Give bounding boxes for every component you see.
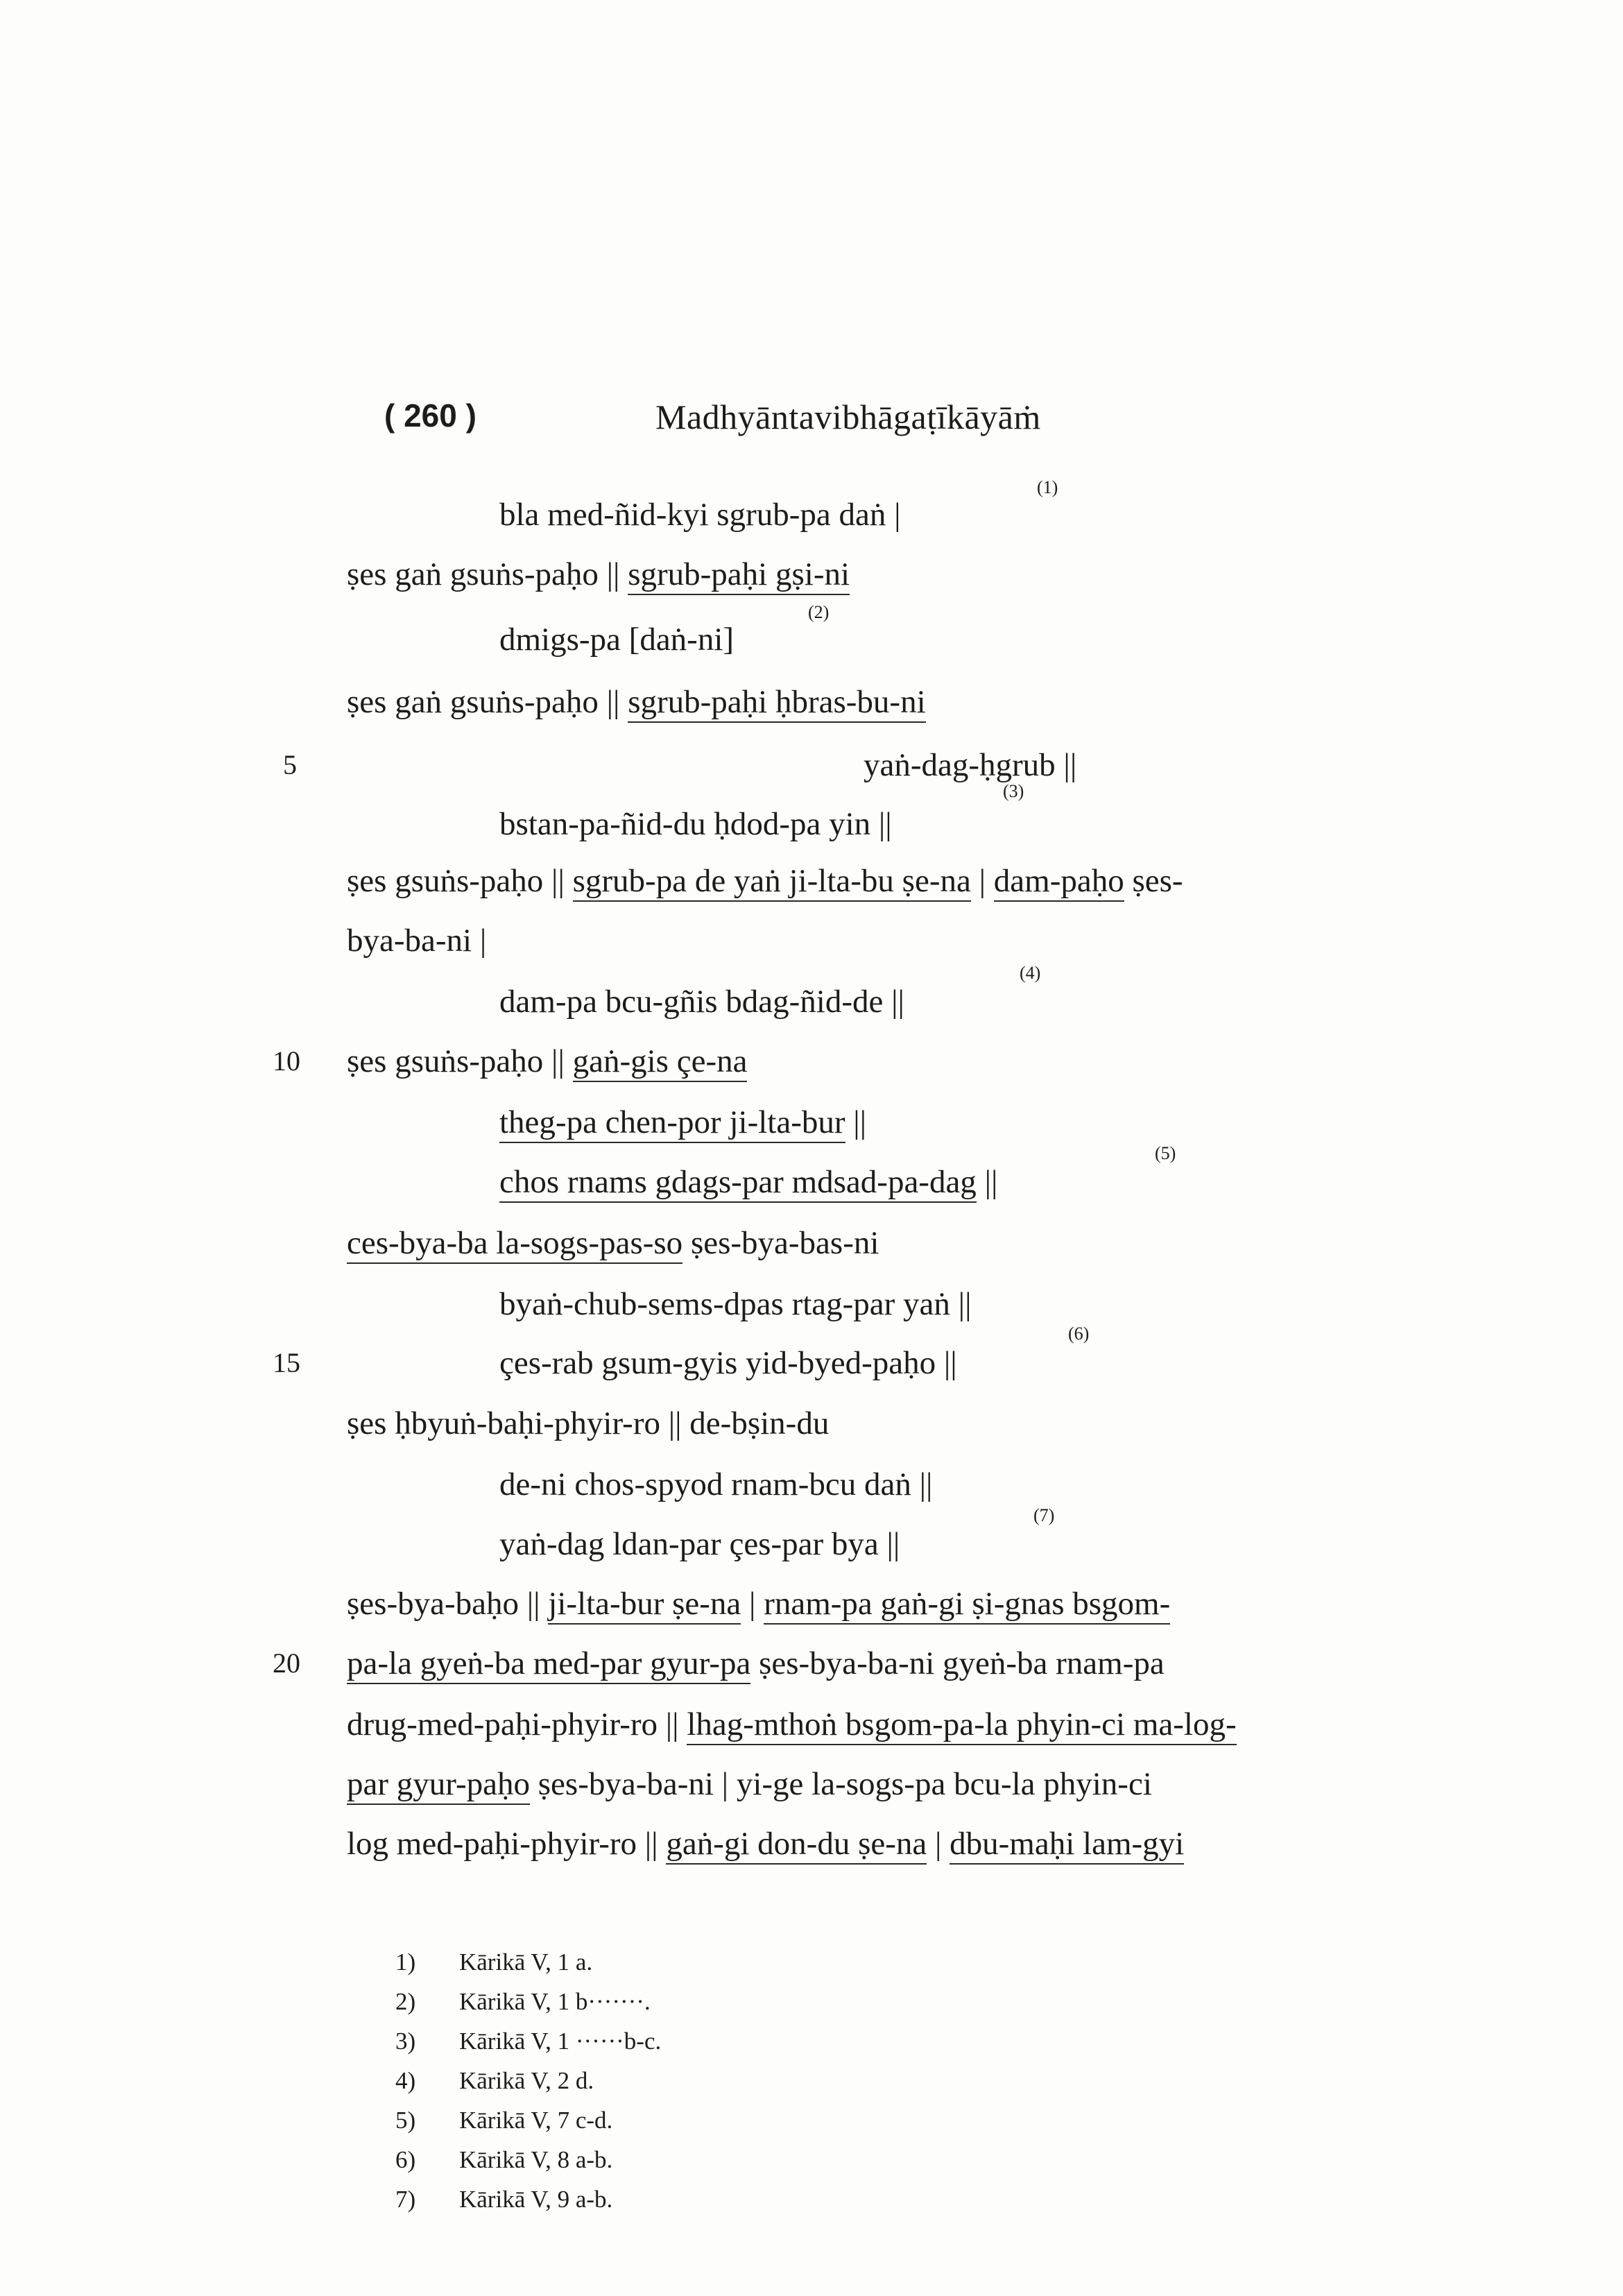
footnote: 5) Kārikā V, 7 c-d. [395, 2107, 613, 2134]
text-line: dam-pa bcu-gñis bdag-ñid-de || [499, 984, 904, 1020]
text-line: de-ni chos-spyod rnam-bcu daṅ || [499, 1466, 933, 1502]
footnote: 2) Kārikā V, 1 b·······. [395, 1988, 651, 2015]
note-mark-6: (6) [1068, 1323, 1090, 1344]
line-number: 20 [273, 1647, 300, 1679]
text-line: bstan-pa-ñid-du ḥdod-pa yin || [499, 806, 892, 842]
text-line: ṣes gaṅ gsuṅs-paḥo || sgrub-paḥi ḥbras-bu-ni [347, 681, 926, 723]
line-number: 5 [283, 749, 297, 780]
text-line: bya-ba-ni | [347, 923, 487, 959]
footnote: 1) Kārikā V, 1 a. [395, 1948, 593, 1976]
note-mark-1: (1) [1037, 477, 1058, 497]
text-line: dmigs-pa [daṅ-ni] [499, 622, 735, 658]
text-line: chos rnams gdags-par mdsad-pa-dag || [499, 1161, 997, 1203]
text-line: ṣes gsuṅs-paḥo || gaṅ-gis çe-na [347, 1040, 747, 1082]
text-line: ṣes gsuṅs-paḥo || sgrub-pa de yaṅ ji-lta-bu ṣe-na | dam-paḥo ṣes- [347, 860, 1183, 902]
running-title: Madhyāntavibhāgaṭīkāyāṁ [655, 397, 1041, 436]
footnote: 4) Kārikā V, 2 d. [395, 2067, 594, 2094]
text-line: byaṅ-chub-sems-dpas rtag-par yaṅ || [499, 1286, 972, 1322]
text-line: yaṅ-dag-ḥgrub || [864, 747, 1077, 783]
text-line: par gyur-paḥo ṣes-bya-ba-ni | yi-ge la-sogs-pa bcu-la phyin-ci [347, 1763, 1152, 1805]
text-line: yaṅ-dag ldan-par çes-par bya || [499, 1526, 900, 1562]
text-line: log med-paḥi-phyir-ro || gaṅ-gi don-du ṣe-na | dbu-maḥi lam-gyi [347, 1823, 1184, 1865]
text-line: pa-la gyeṅ-ba med-par gyur-pa ṣes-bya-ba-ni gyeṅ-ba rnam-pa [347, 1643, 1165, 1684]
text-line: ṣes gaṅ gsuṅs-paḥo || sgrub-paḥi gṣi-ni [347, 554, 850, 595]
text-line: çes-rab gsum-gyis yid-byed-paḥo || [499, 1345, 957, 1381]
text-line: ces-bya-ba la-sogs-pas-so ṣes-bya-bas-ni [347, 1222, 879, 1264]
note-mark-2: (2) [808, 602, 830, 622]
page-number: ( 260 ) [384, 397, 476, 434]
footnotes [395, 1942, 661, 2219]
text-line: theg-pa chen-por ji-lta-bur || [499, 1102, 866, 1143]
note-mark-5: (5) [1155, 1143, 1176, 1163]
footnote: 3) Kārikā V, 1 ······b-c. [395, 2028, 662, 2055]
line-number: 10 [273, 1045, 300, 1077]
text-line: ṣes-bya-baḥo || ji-lta-bur ṣe-na | rnam-pa gaṅ-gi ṣi-gnas bsgom- [347, 1583, 1170, 1625]
footnote: 7) Kārikā V, 9 a-b. [395, 2186, 613, 2213]
page-header [0, 397, 1623, 445]
text-line: drug-med-paḥi-phyir-ro || lhag-mthoṅ bsgom-pa-la phyin-ci ma-log- [347, 1704, 1237, 1745]
text-line: ṣes ḥbyuṅ-baḥi-phyir-ro || de-bṣin-du [347, 1405, 830, 1441]
footnote: 6) Kārikā V, 8 a-b. [395, 2146, 613, 2173]
note-mark-3: (3) [1003, 781, 1024, 801]
text-line: bla med-ñid-kyi sgrub-pa daṅ | [499, 497, 901, 533]
note-mark-7: (7) [1033, 1505, 1055, 1525]
line-number: 15 [273, 1347, 300, 1378]
note-mark-4: (4) [1020, 963, 1041, 983]
